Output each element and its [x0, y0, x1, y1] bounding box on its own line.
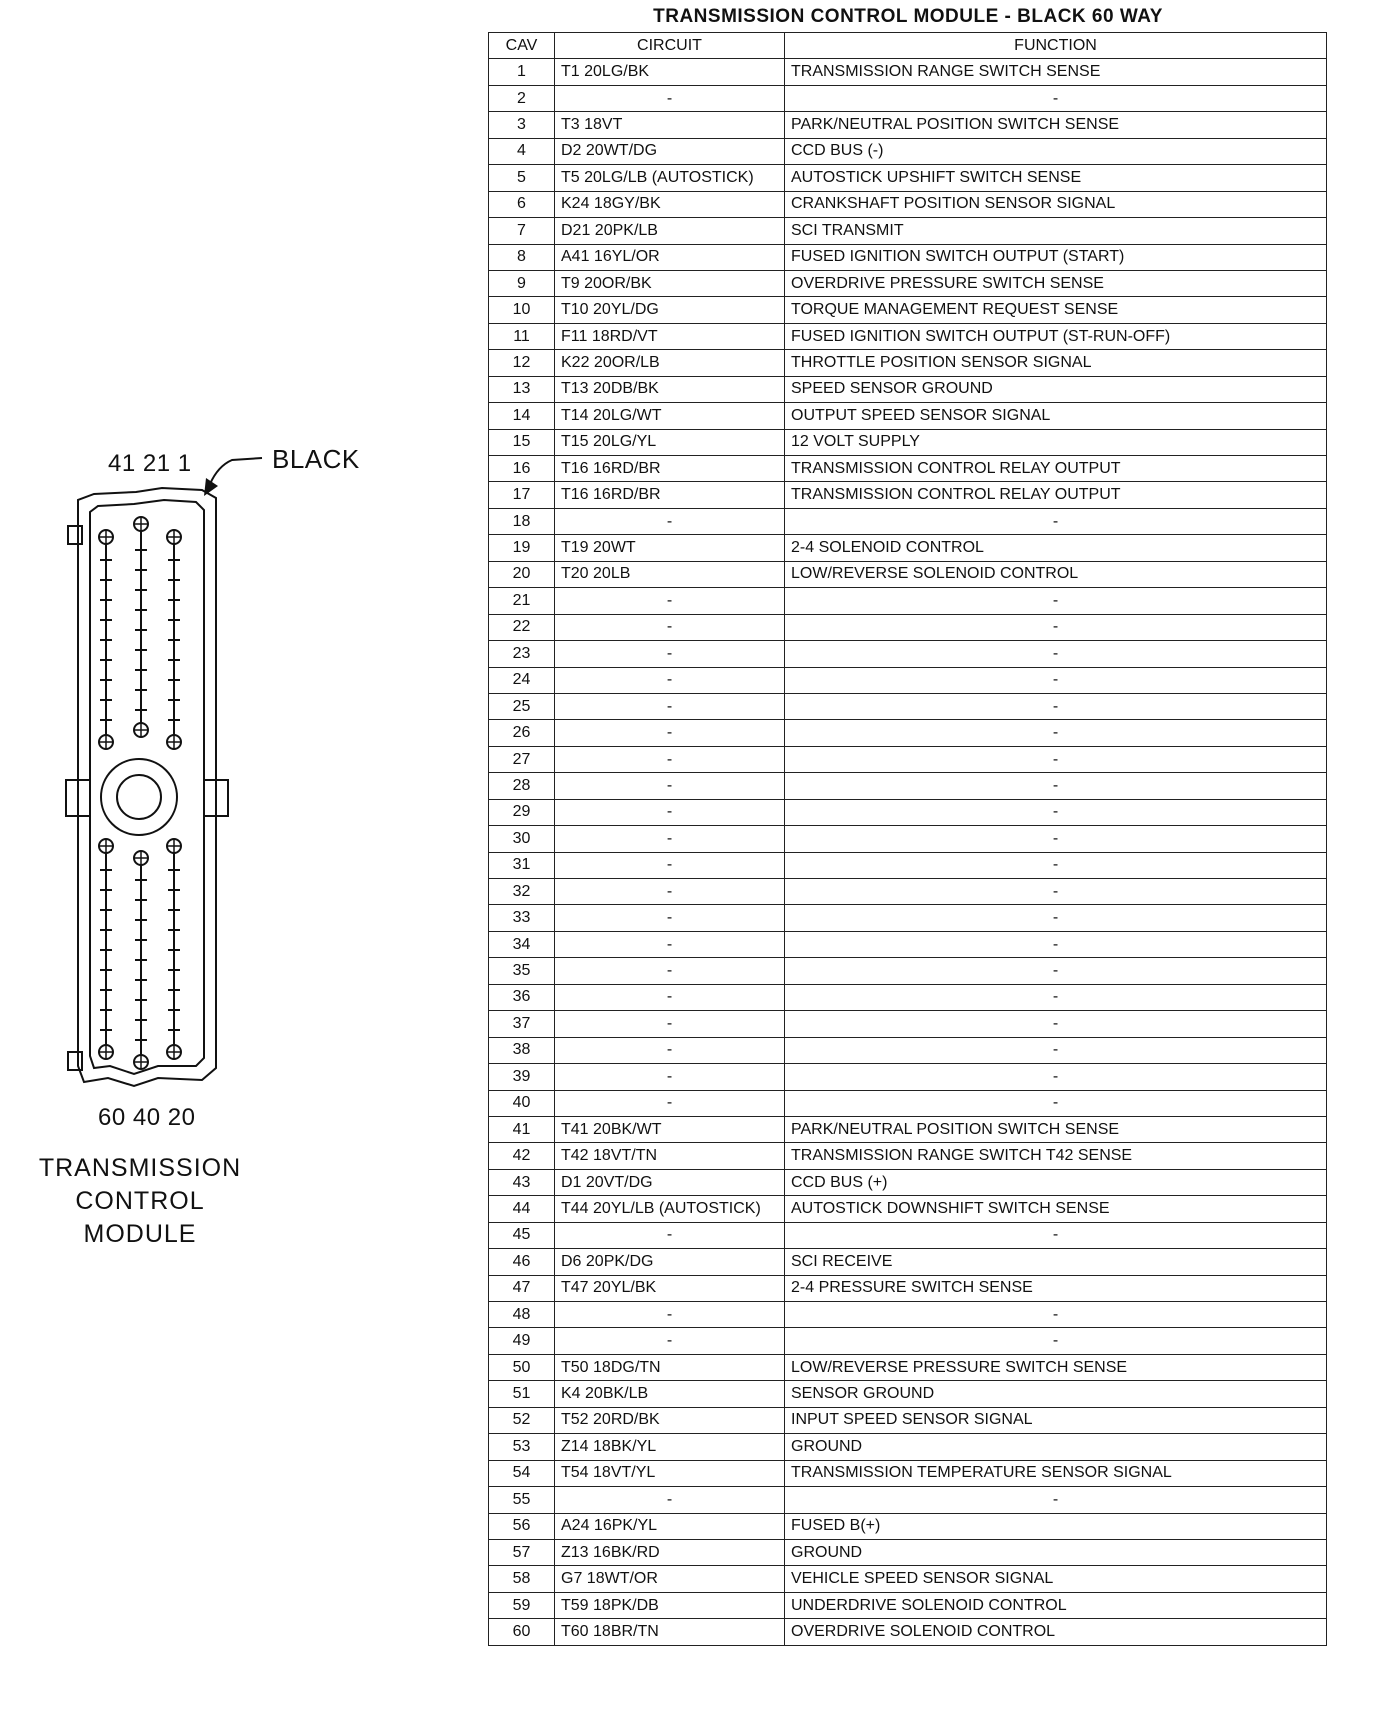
table-row — [489, 1275, 1327, 1301]
table-row — [489, 1169, 1327, 1195]
function-cell: CCD BUS (-) — [785, 138, 1327, 164]
cav-cell: 29 — [489, 799, 555, 825]
circuit-cell: T54 18VT/YL — [555, 1460, 785, 1486]
left-latch-tab-top — [68, 526, 82, 544]
table-row — [489, 244, 1327, 270]
table-row — [489, 1143, 1327, 1169]
cav-cell: 12 — [489, 350, 555, 376]
function-cell: VEHICLE SPEED SENSOR SIGNAL — [785, 1566, 1327, 1592]
table-row — [489, 614, 1327, 640]
function-cell: GROUND — [785, 1434, 1327, 1460]
circuit-cell: - — [555, 641, 785, 667]
function-cell: - — [785, 693, 1327, 719]
table-row — [489, 1460, 1327, 1486]
circuit-cell: - — [555, 1222, 785, 1248]
circuit-cell: - — [555, 746, 785, 772]
cav-cell: 58 — [489, 1566, 555, 1592]
table-row — [489, 429, 1327, 455]
cav-cell: 47 — [489, 1275, 555, 1301]
connector-drawing — [0, 0, 480, 1724]
table-row — [489, 693, 1327, 719]
cav-cell: 27 — [489, 746, 555, 772]
circuit-cell: - — [555, 1302, 785, 1328]
table-row — [489, 984, 1327, 1010]
circuit-cell: - — [555, 1064, 785, 1090]
table-row — [489, 165, 1327, 191]
cav-cell: 52 — [489, 1407, 555, 1433]
function-cell: - — [785, 614, 1327, 640]
connector-color-label: BLACK — [272, 444, 360, 474]
cav-cell: 4 — [489, 138, 555, 164]
table-row — [489, 799, 1327, 825]
table-row — [489, 641, 1327, 667]
table-row — [489, 1116, 1327, 1142]
circuit-cell: T42 18VT/TN — [555, 1143, 785, 1169]
circuit-cell: T50 18DG/TN — [555, 1354, 785, 1380]
table-row — [489, 1011, 1327, 1037]
function-cell: 2-4 SOLENOID CONTROL — [785, 535, 1327, 561]
circuit-cell: T9 20OR/BK — [555, 270, 785, 296]
circuit-cell: T5 20LG/LB (AUTOSTICK) — [555, 165, 785, 191]
circuit-cell: Z13 16BK/RD — [555, 1539, 785, 1565]
circuit-cell: Z14 18BK/YL — [555, 1434, 785, 1460]
black-leader-line — [210, 458, 262, 484]
cav-cell: 36 — [489, 984, 555, 1010]
table-row — [489, 508, 1327, 534]
table-row — [489, 1381, 1327, 1407]
table-row — [489, 1487, 1327, 1513]
circuit-cell: T20 20LB — [555, 561, 785, 587]
table-row — [489, 350, 1327, 376]
circuit-cell: F11 18RD/VT — [555, 323, 785, 349]
table-row — [489, 1354, 1327, 1380]
function-cell: - — [785, 746, 1327, 772]
table-row — [489, 852, 1327, 878]
function-cell: CRANKSHAFT POSITION SENSOR SIGNAL — [785, 191, 1327, 217]
cav-cell: 45 — [489, 1222, 555, 1248]
table-row — [489, 1619, 1327, 1645]
table-row — [489, 931, 1327, 957]
cav-cell: 11 — [489, 323, 555, 349]
cav-cell: 56 — [489, 1513, 555, 1539]
table-row — [489, 1407, 1327, 1433]
function-cell: OUTPUT SPEED SENSOR SIGNAL — [785, 403, 1327, 429]
circuit-cell: T3 18VT — [555, 112, 785, 138]
circuit-cell: T16 16RD/BR — [555, 456, 785, 482]
function-cell: - — [785, 931, 1327, 957]
table-row — [489, 270, 1327, 296]
table-row — [489, 1328, 1327, 1354]
circuit-cell: - — [555, 1011, 785, 1037]
table-row — [489, 667, 1327, 693]
cav-cell: 24 — [489, 667, 555, 693]
table-row — [489, 746, 1327, 772]
circuit-cell: - — [555, 1090, 785, 1116]
table-row — [489, 323, 1327, 349]
function-cell: TRANSMISSION RANGE SWITCH SENSE — [785, 59, 1327, 85]
cav-cell: 25 — [489, 693, 555, 719]
cav-cell: 31 — [489, 852, 555, 878]
table-row — [489, 456, 1327, 482]
circuit-cell: D6 20PK/DG — [555, 1249, 785, 1275]
table-row — [489, 1196, 1327, 1222]
table-row — [489, 561, 1327, 587]
cav-cell: 22 — [489, 614, 555, 640]
function-cell: THROTTLE POSITION SENSOR SIGNAL — [785, 350, 1327, 376]
table-row — [489, 1302, 1327, 1328]
function-cell: SCI RECEIVE — [785, 1249, 1327, 1275]
circuit-cell: A41 16YL/OR — [555, 244, 785, 270]
table-row — [489, 1566, 1327, 1592]
cav-cell: 53 — [489, 1434, 555, 1460]
cav-cell: 44 — [489, 1196, 555, 1222]
function-cell: - — [785, 1222, 1327, 1248]
cav-cell: 30 — [489, 826, 555, 852]
cav-cell: 18 — [489, 508, 555, 534]
function-cell: - — [785, 641, 1327, 667]
function-cell: AUTOSTICK DOWNSHIFT SWITCH SENSE — [785, 1196, 1327, 1222]
cav-cell: 9 — [489, 270, 555, 296]
cav-cell: 10 — [489, 297, 555, 323]
function-cell: SENSOR GROUND — [785, 1381, 1327, 1407]
circuit-cell: T41 20BK/WT — [555, 1116, 785, 1142]
table-row — [489, 191, 1327, 217]
cav-cell: 46 — [489, 1249, 555, 1275]
cav-cell: 33 — [489, 905, 555, 931]
circuit-cell: T47 20YL/BK — [555, 1275, 785, 1301]
circuit-cell: - — [555, 1487, 785, 1513]
cav-cell: 26 — [489, 720, 555, 746]
circuit-cell: T13 20DB/BK — [555, 376, 785, 402]
cav-cell: 28 — [489, 773, 555, 799]
cav-cell: 8 — [489, 244, 555, 270]
header-cav: CAV — [489, 33, 555, 59]
module-title-line: CONTROL — [75, 1187, 205, 1215]
cav-cell: 13 — [489, 376, 555, 402]
function-cell: PARK/NEUTRAL POSITION SWITCH SENSE — [785, 112, 1327, 138]
cav-cell: 21 — [489, 588, 555, 614]
function-cell: FUSED IGNITION SWITCH OUTPUT (ST-RUN-OFF) — [785, 323, 1327, 349]
function-cell: - — [785, 85, 1327, 111]
circuit-cell: - — [555, 1037, 785, 1063]
cav-cell: 50 — [489, 1354, 555, 1380]
cav-cell: 3 — [489, 112, 555, 138]
function-cell: TORQUE MANAGEMENT REQUEST SENSE — [785, 297, 1327, 323]
cav-cell: 40 — [489, 1090, 555, 1116]
table-row — [489, 1037, 1327, 1063]
circuit-cell: - — [555, 773, 785, 799]
pinout-table — [488, 32, 1327, 1646]
function-cell: - — [785, 1037, 1327, 1063]
cav-cell: 6 — [489, 191, 555, 217]
cav-cell: 39 — [489, 1064, 555, 1090]
cav-cell: 5 — [489, 165, 555, 191]
table-row — [489, 112, 1327, 138]
module-title — [20, 1152, 260, 1251]
function-cell: LOW/REVERSE SOLENOID CONTROL — [785, 561, 1327, 587]
function-cell: TRANSMISSION CONTROL RELAY OUTPUT — [785, 456, 1327, 482]
table-row — [489, 879, 1327, 905]
cav-cell: 51 — [489, 1381, 555, 1407]
center-boss-outer — [101, 759, 177, 835]
table-row — [489, 720, 1327, 746]
function-cell: LOW/REVERSE PRESSURE SWITCH SENSE — [785, 1354, 1327, 1380]
circuit-cell: T44 20YL/LB (AUTOSTICK) — [555, 1196, 785, 1222]
circuit-cell: K22 20OR/LB — [555, 350, 785, 376]
circuit-cell: T59 18PK/DB — [555, 1592, 785, 1618]
function-cell: TRANSMISSION RANGE SWITCH T42 SENSE — [785, 1143, 1327, 1169]
circuit-cell: - — [555, 693, 785, 719]
function-cell: TRANSMISSION TEMPERATURE SENSOR SIGNAL — [785, 1460, 1327, 1486]
function-cell: FUSED B(+) — [785, 1513, 1327, 1539]
table-row — [489, 376, 1327, 402]
function-cell: - — [785, 1064, 1327, 1090]
cav-cell: 42 — [489, 1143, 555, 1169]
circuit-cell: T1 20LG/BK — [555, 59, 785, 85]
cav-cell: 19 — [489, 535, 555, 561]
function-cell: - — [785, 773, 1327, 799]
table-row — [489, 297, 1327, 323]
circuit-cell: D2 20WT/DG — [555, 138, 785, 164]
cav-cell: 34 — [489, 931, 555, 957]
function-cell: - — [785, 799, 1327, 825]
function-cell: - — [785, 879, 1327, 905]
function-cell: - — [785, 1328, 1327, 1354]
function-cell: INPUT SPEED SENSOR SIGNAL — [785, 1407, 1327, 1433]
function-cell: SCI TRANSMIT — [785, 218, 1327, 244]
table-row — [489, 1090, 1327, 1116]
table-row — [489, 1222, 1327, 1248]
table-row — [489, 958, 1327, 984]
circuit-cell: T14 20LG/WT — [555, 403, 785, 429]
center-boss-inner — [117, 775, 161, 819]
circuit-cell: K24 18GY/BK — [555, 191, 785, 217]
table-row — [489, 588, 1327, 614]
cav-cell: 16 — [489, 456, 555, 482]
function-cell: 2-4 PRESSURE SWITCH SENSE — [785, 1275, 1327, 1301]
header-row — [489, 33, 1327, 59]
cav-cell: 55 — [489, 1487, 555, 1513]
function-cell: - — [785, 1302, 1327, 1328]
function-cell: - — [785, 588, 1327, 614]
circuit-cell: T16 16RD/BR — [555, 482, 785, 508]
table-row — [489, 403, 1327, 429]
circuit-cell: D21 20PK/LB — [555, 218, 785, 244]
function-cell: - — [785, 905, 1327, 931]
circuit-cell: - — [555, 508, 785, 534]
table-row — [489, 59, 1327, 85]
left-latch-tab-bottom — [68, 1052, 82, 1070]
header-circuit: CIRCUIT — [555, 33, 785, 59]
function-cell: - — [785, 508, 1327, 534]
cav-cell: 1 — [489, 59, 555, 85]
circuit-cell: T52 20RD/BK — [555, 1407, 785, 1433]
bottom-pin-numbers: 60 40 20 — [98, 1104, 196, 1131]
circuit-cell: - — [555, 879, 785, 905]
function-cell: FUSED IGNITION SWITCH OUTPUT (START) — [785, 244, 1327, 270]
cav-cell: 32 — [489, 879, 555, 905]
function-cell: - — [785, 1011, 1327, 1037]
circuit-cell: G7 18WT/OR — [555, 1566, 785, 1592]
cav-cell: 2 — [489, 85, 555, 111]
header-function: FUNCTION — [785, 33, 1327, 59]
function-cell: - — [785, 667, 1327, 693]
circuit-cell: - — [555, 1328, 785, 1354]
function-cell: - — [785, 852, 1327, 878]
cav-cell: 23 — [489, 641, 555, 667]
cav-cell: 35 — [489, 958, 555, 984]
circuit-cell: - — [555, 85, 785, 111]
circuit-cell: T15 20LG/YL — [555, 429, 785, 455]
cav-cell: 37 — [489, 1011, 555, 1037]
pinout-rows — [489, 59, 1327, 1645]
circuit-cell: T19 20WT — [555, 535, 785, 561]
function-cell: OVERDRIVE SOLENOID CONTROL — [785, 1619, 1327, 1645]
circuit-cell: A24 16PK/YL — [555, 1513, 785, 1539]
cav-cell: 57 — [489, 1539, 555, 1565]
function-cell: PARK/NEUTRAL POSITION SWITCH SENSE — [785, 1116, 1327, 1142]
function-cell: - — [785, 720, 1327, 746]
table-row — [489, 138, 1327, 164]
top-pin-numbers: 41 21 1 — [108, 450, 192, 477]
cav-cell: 38 — [489, 1037, 555, 1063]
cav-cell: 59 — [489, 1592, 555, 1618]
connector-diagram — [0, 0, 480, 1724]
function-cell: OVERDRIVE PRESSURE SWITCH SENSE — [785, 270, 1327, 296]
circuit-cell: - — [555, 667, 785, 693]
function-cell: AUTOSTICK UPSHIFT SWITCH SENSE — [785, 165, 1327, 191]
function-cell: - — [785, 1487, 1327, 1513]
function-cell: - — [785, 984, 1327, 1010]
connector-outer-shell — [78, 488, 216, 1086]
circuit-cell: K4 20BK/LB — [555, 1381, 785, 1407]
connector-inner-shell — [90, 500, 204, 1074]
cav-cell: 43 — [489, 1169, 555, 1195]
cav-cell: 15 — [489, 429, 555, 455]
function-cell: - — [785, 1090, 1327, 1116]
table-row — [489, 1064, 1327, 1090]
function-cell: GROUND — [785, 1539, 1327, 1565]
cav-cell: 17 — [489, 482, 555, 508]
circuit-cell: - — [555, 614, 785, 640]
circuit-cell: T60 18BR/TN — [555, 1619, 785, 1645]
circuit-cell: D1 20VT/DG — [555, 1169, 785, 1195]
table-row — [489, 905, 1327, 931]
table-row — [489, 482, 1327, 508]
table-title: TRANSMISSION CONTROL MODULE - BLACK 60 WAY — [653, 6, 1163, 27]
circuit-cell: - — [555, 905, 785, 931]
cav-cell: 41 — [489, 1116, 555, 1142]
function-cell: TRANSMISSION CONTROL RELAY OUTPUT — [785, 482, 1327, 508]
table-row — [489, 535, 1327, 561]
circuit-cell: - — [555, 958, 785, 984]
circuit-cell: - — [555, 799, 785, 825]
cav-cell: 54 — [489, 1460, 555, 1486]
function-cell: CCD BUS (+) — [785, 1169, 1327, 1195]
table-row — [489, 826, 1327, 852]
module-title-line: TRANSMISSION — [38, 1154, 242, 1182]
function-cell: SPEED SENSOR GROUND — [785, 376, 1327, 402]
circuit-cell: - — [555, 588, 785, 614]
cav-cell: 49 — [489, 1328, 555, 1354]
table-row — [489, 1434, 1327, 1460]
module-title-line: MODULE — [83, 1220, 197, 1248]
table-row — [489, 1513, 1327, 1539]
circuit-cell: - — [555, 984, 785, 1010]
circuit-cell: - — [555, 852, 785, 878]
function-cell: 12 VOLT SUPPLY — [785, 429, 1327, 455]
circuit-cell: T10 20YL/DG — [555, 297, 785, 323]
cav-cell: 14 — [489, 403, 555, 429]
table-row — [489, 1592, 1327, 1618]
cav-cell: 60 — [489, 1619, 555, 1645]
function-cell: - — [785, 826, 1327, 852]
circuit-cell: - — [555, 720, 785, 746]
table-row — [489, 1539, 1327, 1565]
cav-cell: 20 — [489, 561, 555, 587]
table-row — [489, 85, 1327, 111]
table-row — [489, 773, 1327, 799]
function-cell: - — [785, 958, 1327, 984]
function-cell: UNDERDRIVE SOLENOID CONTROL — [785, 1592, 1327, 1618]
circuit-cell: - — [555, 826, 785, 852]
cav-cell: 48 — [489, 1302, 555, 1328]
table-row — [489, 218, 1327, 244]
cav-cell: 7 — [489, 218, 555, 244]
table-row — [489, 1249, 1327, 1275]
circuit-cell: - — [555, 931, 785, 957]
